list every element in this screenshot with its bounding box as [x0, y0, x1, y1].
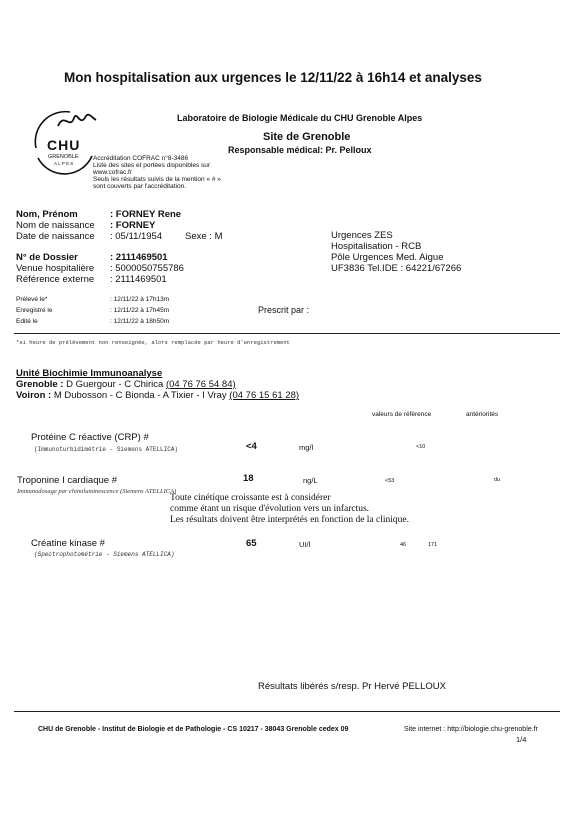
enregistre-value: : 12/11/22 à 17h45m — [110, 307, 170, 314]
test-value: 18 — [243, 473, 254, 484]
test-value: <4 — [246, 441, 257, 452]
preleve-value: : 12/11/22 à 17h13m — [110, 296, 170, 303]
test-prior: du — [494, 477, 501, 483]
footer-divider — [14, 711, 560, 712]
unit-title-text: Unité Biochimie Immunoanalyse — [16, 368, 163, 379]
ref-value: : 2111469501 — [110, 274, 167, 285]
test-ref-upper: 171 — [428, 542, 438, 548]
dossier-value: : 2111469501 — [110, 252, 168, 263]
footer-address: CHU de Grenoble - Institut de Biologie et de Pathologie - CS 10217 - 38043 Grenoble cedex 09 — [38, 726, 349, 733]
test-ref: 46 — [400, 542, 407, 548]
comment-line: Toute cinétique croissante est à considérer — [170, 493, 331, 503]
accreditation-line: sont couverts par l'accréditation. — [93, 183, 187, 190]
grenoble-staff: D Guergour - C Chirica — [66, 379, 164, 390]
test-ref: <10 — [416, 444, 426, 450]
accreditation-line: Accréditation COFRAC n°8-3486 — [93, 155, 189, 162]
test-name: Protéine C réactive (CRP) # — [31, 432, 149, 443]
dob-label: Date de naissance — [16, 231, 95, 242]
release-line: Résultats libérés s/resp. Pr Hervé PELLOUX — [258, 681, 446, 692]
test-unit: mg/l — [299, 443, 314, 452]
prescrit-label: Prescrit par : — [258, 305, 310, 315]
logo-name: CHU — [47, 137, 81, 153]
edite-value: : 12/11/22 à 18h50m — [110, 318, 170, 325]
chu-logo — [30, 104, 100, 176]
comment-line: comme étant un risque d'évolution vers un infarctus. — [170, 504, 370, 514]
lab-name: Laboratoire de Biologie Médicale du CHU Grenoble Alpes — [177, 113, 423, 123]
comment-line: Les résultats doivent être interprétés en fonction de la clinique. — [170, 515, 409, 525]
birthname-label: Nom de naissance — [16, 220, 95, 231]
ref-label: Référence externe — [16, 274, 95, 285]
col-prior-header: antériorités — [466, 411, 499, 418]
lab-head: Responsable médical: Pr. Pelloux — [228, 145, 372, 155]
dossier-label: N° de Dossier — [16, 252, 78, 263]
preleve-label: Prélevé le* — [16, 296, 48, 303]
test-method: Immunodosage par chimiluminescence (Siemens ATELLICA) — [17, 488, 177, 495]
edite-label: Edité le — [16, 318, 38, 325]
footer-page: 1/4 — [516, 735, 527, 744]
service-line: Hospitalisation - RCB — [331, 241, 422, 252]
troponin-comment — [170, 493, 409, 526]
venue-value: : 5000050755786 — [110, 263, 184, 274]
col-ref-header: valeurs de référence — [372, 411, 432, 418]
test-unit: UI/l — [299, 540, 311, 549]
venue-label: Venue hospitalière — [16, 263, 95, 274]
voiron-staff: M Dubosson - C Bionda - A Tixier - I Vray — [53, 390, 227, 401]
grenoble-phone: (04 76 76 54 84) — [165, 379, 236, 390]
test-unit: ng/L — [303, 476, 318, 485]
service-line: UF3836 Tel.IDE : 64221/67266 — [331, 263, 462, 274]
accreditation-text — [93, 155, 233, 190]
patient-name-label: Nom, Prénom — [16, 209, 78, 220]
logo-region: ALPES — [54, 161, 75, 166]
unit-grenoble — [16, 379, 236, 390]
accreditation-line: Seuls les résultats suivis de la mention « # » — [93, 176, 221, 183]
page-title: Mon hospitalisation aux urgences le 12/11/22 à 16h14 et analyses — [64, 70, 482, 85]
footer-website: Site internet : http://biologie.chu-grenoble.fr — [404, 726, 538, 733]
sex-value: Sexe : M — [185, 231, 223, 242]
unit-title — [16, 368, 162, 379]
voiron-phone: (04 76 15 61 28) — [229, 390, 300, 401]
service-line: Pôle Urgences Med. Aigue — [331, 252, 444, 263]
lab-site: Site de Grenoble — [263, 131, 351, 143]
test-name: Troponine I cardiaque # — [17, 475, 117, 486]
divider — [14, 333, 560, 334]
dob-value: : 05/11/1954 — [110, 231, 163, 242]
service-line: Urgences ZES — [331, 230, 393, 241]
enregistre-label: Enregistré le — [16, 307, 53, 314]
test-ref: <53 — [385, 478, 395, 484]
birthname-value: : FORNEY — [110, 220, 156, 231]
test-name: Créatine kinase # — [31, 538, 105, 549]
unit-voiron — [16, 390, 299, 401]
service-block — [331, 230, 461, 274]
voiron-label: Voiron : — [16, 390, 52, 401]
accreditation-line: www.cofrac.fr — [93, 169, 133, 176]
grenoble-label: Grenoble : — [16, 379, 64, 390]
test-method: (Immunoturbidimétrie - Siemens ATELLICA) — [34, 446, 179, 453]
test-value: 65 — [246, 538, 257, 549]
accreditation-line: Liste des sites et portées disponibles sur — [93, 162, 211, 169]
footnote-star: *si heure de prélèvement non renseignée, alors remplacée par heure d'enregistrement — [16, 339, 290, 346]
patient-name-value: : FORNEY Rene — [110, 209, 182, 220]
logo-city: GRENOBLE — [48, 154, 79, 160]
test-method: (Spectrophotométrie - Siemens ATELLICA) — [34, 551, 175, 558]
